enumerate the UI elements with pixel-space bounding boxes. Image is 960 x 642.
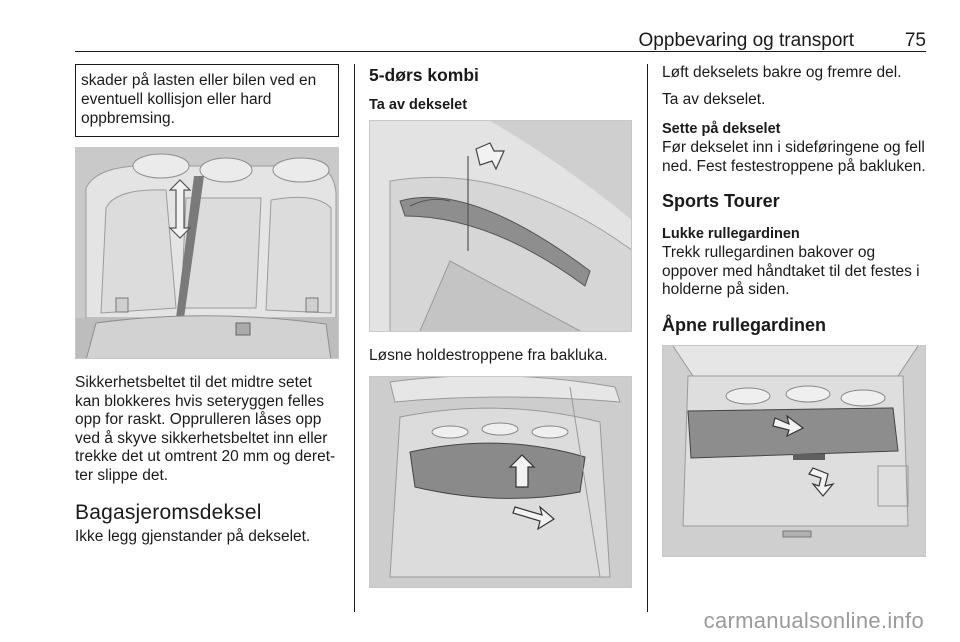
page-number: 75	[904, 30, 926, 51]
section-heading: Bagasjeromsdeksel	[75, 501, 262, 524]
warning-box: skader på lasten eller bilen ved en eventuell kollisjon eller hard oppbremsing.	[75, 64, 339, 137]
section-heading: 5-dørs kombi	[369, 65, 479, 85]
cargo-area-illustration	[370, 377, 632, 588]
watermark: carmanualsonline.info	[703, 608, 924, 633]
section-heading: Sports Tourer	[662, 191, 780, 211]
straps-figure	[369, 376, 632, 588]
open-blind-figure	[662, 345, 926, 557]
rear-seat-belt-figure	[75, 147, 339, 359]
figure-caption: Løsne holdestroppene fra bakluka.	[369, 347, 608, 364]
seat-belt-paragraph: Sikkerhetsbeltet til det midtre setet kan blokkeres hvis seteryggen felles opp for raskt. Opprulleren låses opp ved å skyve sikkerhetsbeltet inn eller trekke det ut omtrent 20 mm og deret-ter slippe det.	[75, 374, 336, 484]
remove-cover-figure	[369, 120, 632, 332]
column-divider	[647, 64, 648, 612]
rear-seat-illustration	[76, 148, 339, 359]
instruction-remove: Ta av dekselet.	[662, 90, 766, 108]
instruction-close-blind: Trekk rullegardinen bakover og oppover med håndtaket til det festes i holderne på siden.	[662, 244, 920, 298]
subheading: Ta av dekselet	[369, 97, 468, 113]
column-2	[369, 64, 632, 588]
page-header	[75, 28, 926, 52]
section-heading: Åpne rullegardinen	[662, 314, 827, 335]
subheading: Lukke rullegardinen	[662, 226, 800, 242]
column-3	[662, 64, 926, 557]
cover-note: Ikke legg gjenstander på dekselet.	[75, 528, 311, 545]
roller-blind-illustration	[663, 346, 926, 557]
instruction-lift: Løft dekselets bakre og fremre del.	[662, 64, 902, 81]
tailgate-cover-illustration	[370, 121, 632, 332]
instruction-install: Før dekselet inn i sideføringene og fell ned. Fest festestroppene på bakluken.	[662, 139, 926, 175]
column-1	[75, 64, 339, 547]
subheading: Sette på dekselet	[662, 121, 781, 137]
column-divider	[354, 64, 355, 612]
section-title: Oppbevaring og transport	[638, 30, 854, 51]
